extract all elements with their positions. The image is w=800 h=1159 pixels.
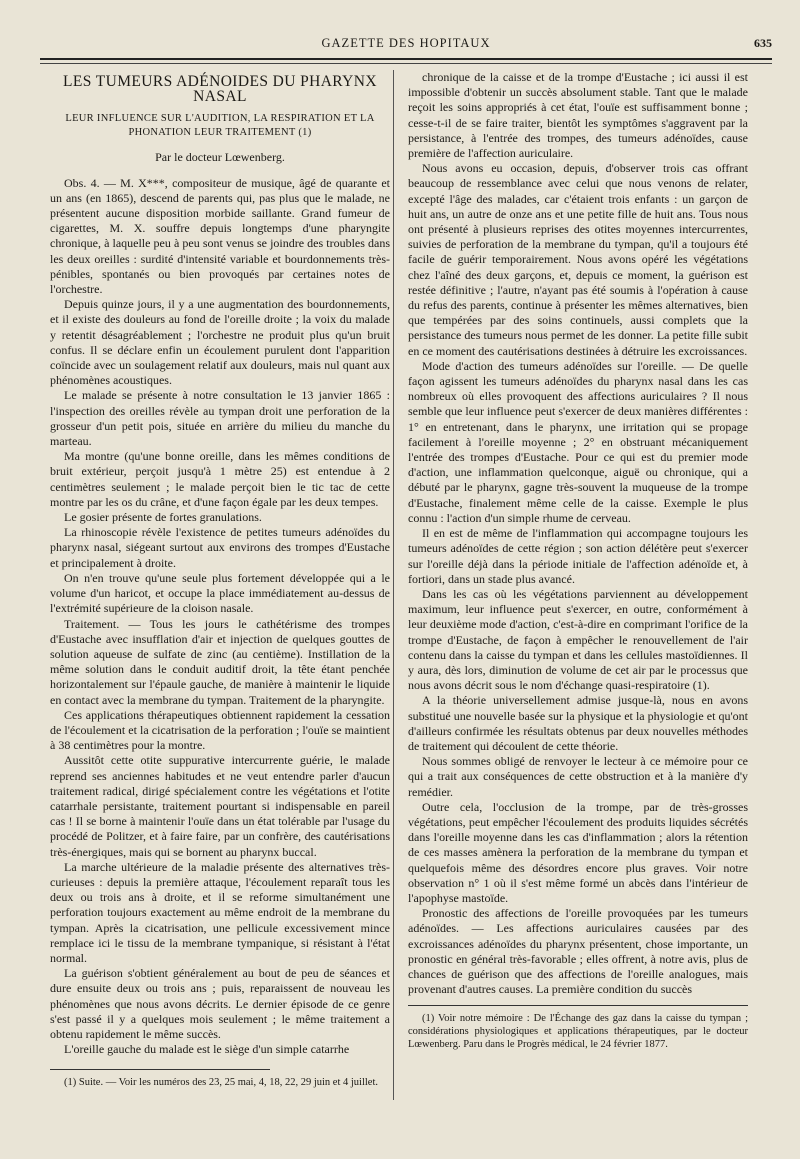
article-byline: Par le docteur Lœwenberg. — [155, 150, 285, 165]
publication-title: GAZETTE DES HOPITAUX — [321, 36, 491, 50]
paragraph: Ces applications thérapeutiques obtiennent rapidement la cessation de l'écoulement et la cicatrisation de la perforation ; l'ouïe se maintient à 38 centimètres pour la montre. — [50, 707, 390, 753]
footnote-rule — [408, 1005, 748, 1006]
paragraph: Le gosier présente de fortes granulations. — [64, 510, 262, 525]
running-head — [40, 36, 772, 56]
paragraph: Depuis quinze jours, il y a une augmentation des bourdonnements, et il existe des douleurs au fond de l'oreille droite ; la voix du malade y retentit désagréablement ; l'orchestre ne produit plus qu'un bruit confus. Il se déclare enfin un écoulement purulent dont l'apparition coïncide avec un soulagement relatif aux douleurs, mais nul quant aux phénomènes acoustiques. — [50, 297, 390, 388]
paragraph: A la théorie universellement admise jusque-là, nous en avons substitué une nouvelle basée sur la physique et la physiologie et qu'ont d'ailleurs confirmée les résultats obtenus par deux nouvelles méthodes de traitement qui découlent de cette théorie. — [408, 693, 748, 753]
left-column — [50, 70, 390, 1089]
paragraph: Traitement. — Tous les jours le cathétérisme des trompes d'Eustache avec insufflation d'air et injection de quelques gouttes de solution aqueuse de sulfate de zinc (au centième). Instillation de la même solution dans le conduit auditif droit, la tête étant penchée horizontalement sur l'épaule gauche, de manière à maintenir le liquide en contact avec la membrane du tympan. Traitement de la pharyngite. — [50, 616, 390, 707]
footnote-rule — [50, 1069, 270, 1070]
article-title: LES TUMEURS ADÉNOIDES DU PHARYNX NASAL — [63, 73, 377, 106]
paragraph: chronique de la caisse et de la trompe d'Eustache ; ici aussi il est impossible d'obtenir un succès absolument stable. Tant que le malade reçoit les soins appropriés à cet état, l'ouïe est suffisamment bonne ; cesse-t-il de se faire traiter, bientôt les symptômes s'aggravent par la persistance, à l'entrée des trompes, des tumeurs adénoïdes, cause première de l'affection auriculaire. — [408, 70, 748, 161]
paragraph: Pronostic des affections de l'oreille provoquées par les tumeurs adénoïdes. — Les affections auriculaires causées par des excroissances adénoïdes du pharynx présentent, chose importante, un pronostic en général très-favorable ; elles offrent, à notre avis, plus de chances de guérison que des affections de l'oreille analogues, mais provenant d'autres causes. La première condition du succès — [408, 906, 748, 997]
paragraph: Il en est de même de l'inflammation qui accompagne toujours les tumeurs adénoïdes de cette région ; son action délétère peut s'exercer sur l'oreille déjà dans la période initiale de l'affection adénoïde et, à fortiori, dans un stade plus avancé. — [408, 526, 748, 586]
paragraph: Aussitôt cette otite suppurative intercurrente guérie, le malade reprend ses anciennes habitudes et ne veut entendre parler d'aucun traitement radical, dirigé spécialement contre les végétations et l'otite catarrhale persistante, traitement pourtant si indispensable en pareil cas ! Il se borne à maintenir l'ouïe dans un état tolérable par l'usage du procédé de Politzer, et à faire faire, par un confrère, des cautérisations très-énergiques, mais qui se bornent au pharynx buccal. — [50, 753, 390, 859]
paragraph: On n'en trouve qu'une seule plus fortement développée qui a le volume d'un haricot, et occupe la place immédiatement au-dessus de l'extrémité supérieure de la cloison nasale. — [50, 570, 390, 616]
footnote: (1) Voir notre mémoire : De l'Échange des gaz dans la caisse du tympan ; considérations physiologiques et applications thérapeutiques, par le docteur Lœwenberg. Paru dans le Progrès médical, le 24 février 1877. — [408, 1013, 748, 1051]
paragraph: Nous sommes obligé de renvoyer le lecteur à ce mémoire pour ce qui a trait aux conséquences de cette obstruction et à la manière d'y remédier. — [408, 754, 748, 799]
paragraph: La guérison s'obtient généralement au bout de peu de séances et dure ensuite deux ou trois ans ; puis, reparaissent de nouveau les phénomènes que nous avons décrits. Le dernier épisode de ce genre s'est passé il y a quelques mois seulement ; le même traitement a obtenu rapidement le même succès. — [50, 966, 390, 1041]
article-subtitle: LEUR INFLUENCE SUR L'AUDITION, LA RESPIRATION ET LA PHONATION LEUR TRAITEMENT (1) — [65, 113, 375, 139]
paragraph: L'oreille gauche du malade est le siège d'un simple catarrhe — [64, 1042, 350, 1057]
footnote: (1) Suite. — Voir les numéros des 23, 25 mai, 4, 18, 22, 29 juin et 4 juillet. — [64, 1077, 379, 1089]
header-rule — [40, 58, 772, 60]
paragraph: Dans les cas où les végétations parviennent au développement maximum, leur influence peut s'exercer, en outre, conformément à leur deuxième mode d'action, c'est-à-dire en comprimant l'orifice de la trompe d'Eustache, de façon à empêcher le renouvellement de l'air contenu dans la caisse du tympan et dans les cellules mastoïdiennes. Il y aura, dès lors, diminution de volume de cet air par le processus que nous avons décrit sous le nom d'échange quasi-respiratoire (1). — [408, 586, 748, 693]
paragraph: Outre cela, l'occlusion de la trompe, par de très-grosses végétations, peut empêcher l'écoulement des produits liquides sécrétés dans l'oreille moyenne dans les cas d'inflammation ; alors la rétention de ces masses amènera la perforation de la membrane du tympan et quelquefois même des désordres encore plus graves. Voir notre observation n° 1 où il s'est même formé un abcès dans l'intérieur de l'apophyse mastoïde. — [408, 799, 748, 905]
paragraph: Mode d'action des tumeurs adénoïdes sur l'oreille. — De quelle façon agissent les tumeurs adénoïdes du pharynx nasal dans les cas nombreux où elles provoquent des affections auriculaires ? Il nous semble que leur influence peut s'exercer de deux manières différentes : 1° en entretenant, dans le pharynx, une irritation qui se propage facilement à l'oreille moyenne ; 2° en obstruant mécaniquement l'entrée des trompes d'Eustache. Pour ce qui est du premier mode d'action, une inflammation quelconque, aiguë ou chronique, qui a débuté par le pharynx, gagne très-souvent la muqueuse de la trompe d'Eustache, finalement même celle de la caisse. Exemple le plus connu : l'action d'un simple rhume de cerveau. — [408, 358, 748, 525]
header-rule-thin — [40, 63, 772, 64]
paragraph: Nous avons eu occasion, depuis, d'observer trois cas offrant beaucoup de ressemblance avec celui que nous venons de relater, excepté l'âge des malades, car c'étaient trois enfants : un garçon de huit ans, un autre de onze ans et une petite fille de huit ans. Tous nous ont présenté à plusieurs reprises des otites moyennes intercurrentes, suivies de perforation de la membrane du tympan, qu'il a toujours été facile de guérir temporairement. Nous avons opéré les végétations chez l'aîné des deux garçons, et, depuis ce moment, la guérison est restée définitive ; l'autre, n'ayant pas été soumis à l'opération à cause du refus des parents, continue à présenter les mêmes alternatives, bien que tempérées par des soins continuels, aussi complets que la persistance des tumeurs nous permet de les donner. La petite fille subit en ce moment des cautérisations destinées à détruire les excroissances. — [408, 161, 748, 358]
paragraph: La marche ultérieure de la maladie présente des alternatives très-curieuses : depuis la première attaque, l'écoulement reparaît tous les deux ou trois ans à droite, et il se reforme simultanément une perforation toujours exactement au même endroit de la membrane du tympan. Après la cicatrisation, une pellicule excessivement mince remplace ici le tissu de la membrane tympanique, si résistant à l'état normal. — [50, 859, 390, 965]
column-divider — [393, 70, 394, 1100]
paragraph: La rhinoscopie révèle l'existence de petites tumeurs adénoïdes du pharynx nasal, siégeant surtout aux environs des trompes d'Eustache et principalement à droite. — [50, 525, 390, 570]
paragraph: Ma montre (qu'une bonne oreille, dans les mêmes conditions de bruit extérieur, perçoit jusqu'à 1 mètre 25) est entendue à 2 centimètres seulement ; le malade perçoit bien le tic tac de cette montre par les os du crâne, et d'une façon égale par les deux tempes. — [50, 449, 390, 509]
paragraph: Le malade se présente à notre consultation le 13 janvier 1865 : l'inspection des oreilles révèle au tympan droit une perforation de la grosseur d'un petit pois, située en arrière du milieu du manche du marteau. — [50, 388, 390, 449]
page-number: 635 — [754, 36, 772, 50]
right-column — [408, 70, 748, 1051]
paragraph: Obs. 4. — M. X***, compositeur de musique, âgé de quarante et un ans (en 1865), descend de parents qui, pas plus que le malade, ne présentent aucune disposition morbide saillante. Grand fumeur de cigarettes, M. X. souffre depuis longtemps d'une pharyngite chronique, à laquelle peu à peu sont venus se joindre des troubles dans les deux oreilles : surdité d'intensité variable et bourdonnements très-pénibles, spontanés ou bien provoqués par certaines notes de l'orchestre. — [50, 175, 390, 297]
